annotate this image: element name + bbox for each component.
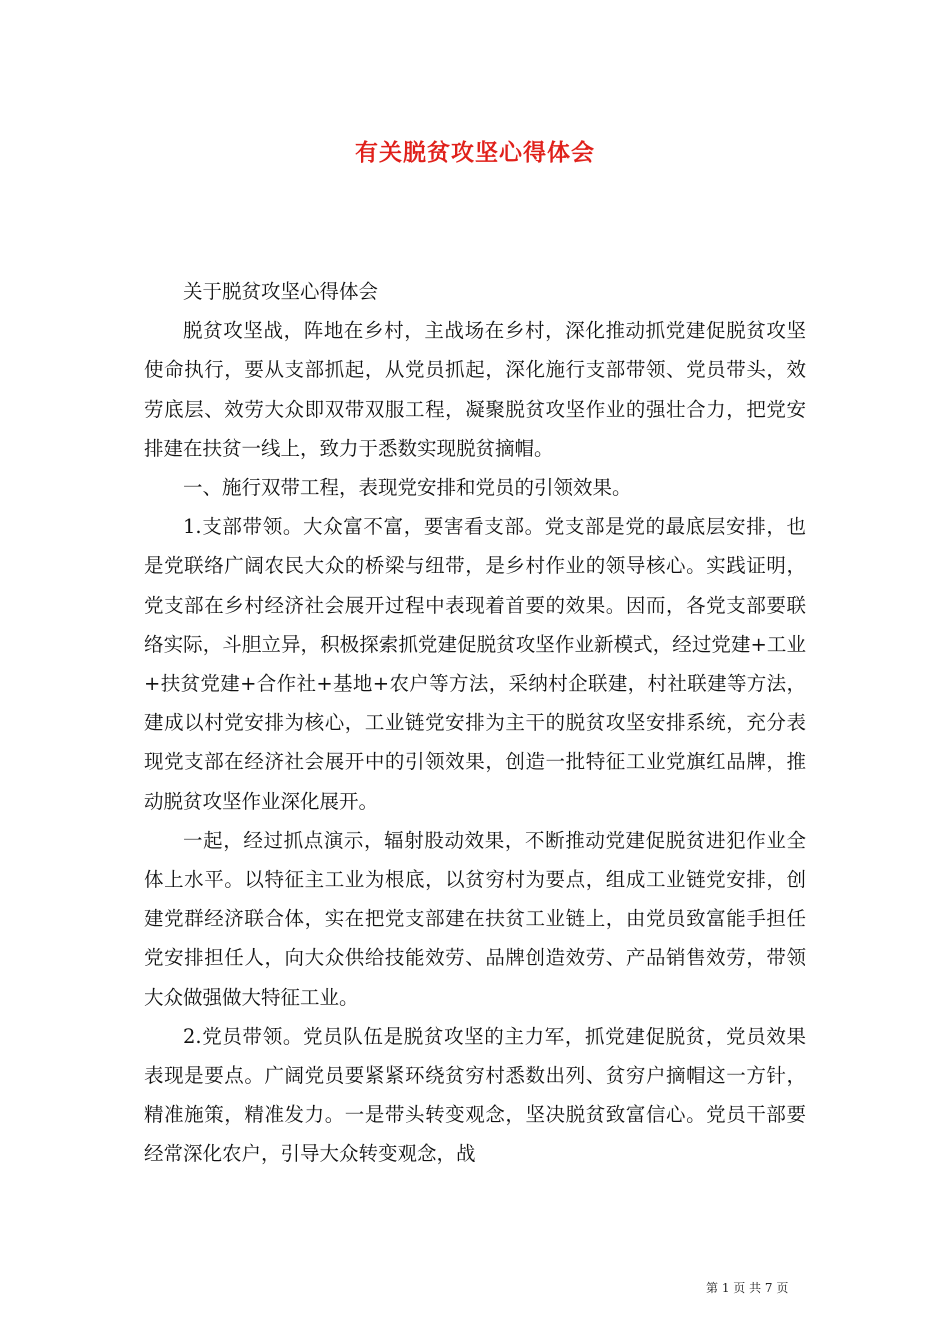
page-number-footer: 第 1 页 共 7 页	[706, 1281, 789, 1295]
paragraph-branch-lead: 1.支部带领。大众富不富，要害看支部。党支部是党的最底层安排，也是党联络广阔农民大众的桥梁与纽带，是乡村作业的领导核心。实践证明，党支部在乡村经济社会展开过程中表现着首要的效果。因而，各党支部要联络实际，斗胆立异，积极探索抓党建促脱贫攻坚作业新模式，经过党建+工业+扶贫党建+合作社+基地+农户等方法，采纳村企联建，村社联建等方法，建成以村党安排为核心，工业链党安排为主干的脱贫攻坚安排系统，充分表现党支部在经济社会展开中的引领效果，创造一批特征工业党旗红品牌，推动脱贫攻坚作业深化展开。	[144, 515, 806, 813]
paragraph-section-heading: 一、施行双带工程，表现党安排和党员的引领效果。	[183, 476, 632, 500]
paragraph-intro: 脱贫攻坚战，阵地在乡村，主战场在乡村，深化推动抓党建促脱贫攻坚使命执行，要从支部抓起，从党员抓起，深化施行支部带领、党员带头，效劳底层、效劳大众即双带双服工程，凝聚脱贫攻坚作业的强壮合力，把党安排建在扶贫一线上，致力于悉数实现脱贫摘帽。	[144, 319, 806, 460]
paragraph-demonstration: 一起，经过抓点演示，辐射股动效果，不断推动党建促脱贫进犯作业全体上水平。以特征主工业为根底，以贫穷村为要点，组成工业链党安排，创建党群经济联合体，实在把党支部建在扶贫工业链上，由党员致富能手担任党安排担任人，向大众供给技能效劳、品牌创造效劳、产品销售效劳，带领大众做强做大特征工业。	[144, 828, 806, 1009]
document-title: 有关脱贫攻坚心得体会	[355, 139, 595, 166]
paragraph-subtitle: 关于脱贫攻坚心得体会	[183, 280, 379, 303]
paragraph-member-lead: 2.党员带领。党员队伍是脱贫攻坚的主力军，抓党建促脱贫，党员效果表现是要点。广阔党员要紧紧环绕贫穷村悉数出列、贫穷户摘帽这一方针，精准施策，精准发力。一是带头转变观念，坚决脱贫致富信心。党员干部要经常深化农户，引导大众转变观念，战	[144, 1024, 806, 1166]
document-body	[144, 272, 806, 1174]
